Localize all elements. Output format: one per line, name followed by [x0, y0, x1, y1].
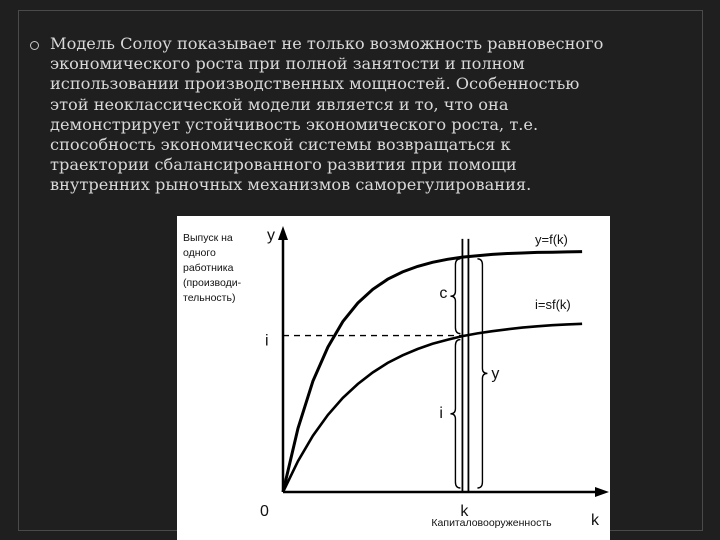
- brace-investment: [450, 340, 460, 488]
- brace-output: [477, 259, 487, 488]
- x-axis-symbol: k: [591, 512, 599, 529]
- x-tick-label-k: k: [460, 503, 469, 520]
- chart-canvas: [177, 216, 610, 540]
- series-line-output: [283, 252, 582, 492]
- slide-body-text: Модель Солоу показывает не только возможность равновесного экономического роста при полной занятости и полном использовании производственных мощностей. Особенностью этой неоклассической модели является и то, что она демонстрирует устойчивость экономического роста, т.е. способность экономической системы возвращаться к траектории сбалансированного развития при помощи внутренних рыночных механизмов саморегулирования.: [50, 34, 604, 195]
- y-axis-symbol: y: [267, 227, 275, 244]
- y-axis-arrow: [278, 226, 288, 240]
- y-axis-title-line: Выпуск на: [183, 232, 233, 244]
- origin-label: 0: [260, 503, 269, 520]
- annotation-y: y: [491, 365, 500, 383]
- x-axis-title: Капиталовооруженность: [431, 517, 552, 529]
- bullet-icon: [30, 41, 39, 50]
- annotation-c: c: [439, 285, 448, 303]
- series-label-output: y=f(k): [535, 232, 568, 248]
- y-tick-label-i: i: [265, 332, 269, 350]
- y-axis-title-line: тельность): [183, 292, 236, 304]
- y-axis-title: [183, 232, 242, 304]
- y-axis-title-line: одного: [183, 247, 216, 259]
- x-axis-arrow: [595, 487, 609, 497]
- annotation-i: i: [439, 404, 443, 422]
- y-axis-title-line: (производи-: [183, 277, 242, 289]
- solow-chart: [177, 216, 610, 540]
- brace-consumption: [450, 259, 460, 334]
- series-label-investment: i=sf(k): [535, 296, 571, 312]
- y-axis-title-line: работника: [183, 262, 234, 274]
